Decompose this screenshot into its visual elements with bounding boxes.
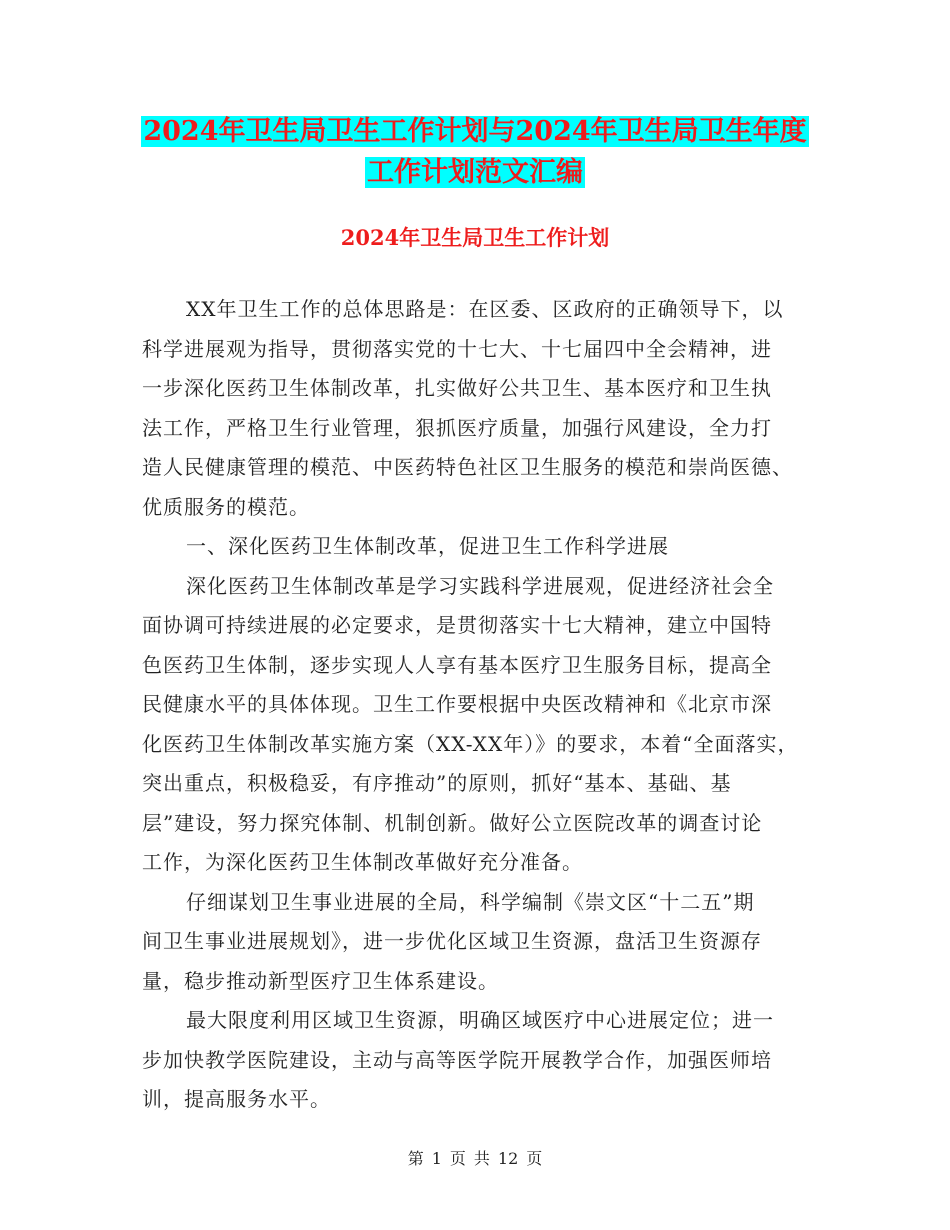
section-heading: 2024年卫生局卫生工作计划	[340, 225, 610, 250]
document-title-line-2	[0, 153, 950, 193]
paragraph-line: 最大限度利用区域卫生资源，明确区域医疗中心进展定位；进一	[186, 1008, 774, 1032]
footer-label-total: 共	[473, 1149, 490, 1168]
paragraph-line: 量，稳步推动新型医疗卫生体系建设。	[142, 968, 499, 993]
paragraph-line: 色医药卫生体制，逐步实现人人享有基本医疗卫生服务目标，提高全	[142, 652, 772, 677]
paragraph-line: XX年卫生工作的总体思路是：在区委、区政府的正确领导下，以	[186, 297, 784, 321]
paragraph-line: 面协调可持续进展的必定要求，是贯彻落实十七大精神，建立中国特	[142, 613, 772, 637]
footer-label-end: 页	[526, 1149, 543, 1168]
paragraph-line: 优质服务的模范。	[142, 494, 310, 519]
paragraph-line: 法工作，严格卫生行业管理，狠抓医疗质量，加强行风建设，全力打	[142, 415, 772, 440]
title-text: 2024年卫生局卫生工作计划与2024年卫生局卫生年度	[143, 116, 807, 147]
paragraph-line: 间卫生事业进展规划》，进一步优化区域卫生资源，盘活卫生资源存	[142, 929, 762, 953]
paragraph-line: 层”建设，努力探究体制、机制创新。做好公立医院改革的调查讨论	[142, 810, 763, 835]
title-text: 工作计划范文汇编	[367, 157, 583, 188]
document-body	[142, 290, 814, 1120]
footer-label-page: 第	[407, 1149, 424, 1168]
paragraph-line: 民健康水平的具体体现。卫生工作要根据中央医改精神和《北京市深	[142, 692, 772, 716]
paragraph-line: 工作，为深化医药卫生体制改革做好充分准备。	[142, 850, 583, 874]
current-page-number: 1	[431, 1149, 442, 1168]
footer-label-of: 页	[449, 1149, 466, 1168]
paragraph-line: 科学进展观为指导，贯彻落实党的十七大、十七届四中全会精神，进	[142, 336, 772, 361]
paragraph-line: 造人民健康管理的模范、中医药特色社区卫生服务的模范和崇尚医德、	[142, 455, 793, 479]
paragraph-line: 训，提高服务水平。	[142, 1087, 331, 1111]
total-page-count: 12	[497, 1149, 519, 1168]
document-title-line-1	[0, 112, 950, 152]
paragraph-line: 化医药卫生体制改革实施方案（XX-XX年）》的要求，本着“全面落实，	[142, 731, 799, 756]
section-subheading: 一、深化医药卫生体制改革，促进卫生工作科学进展	[186, 534, 669, 558]
paragraph-line: 突出重点，积极稳妥，有序推动”的原则，抓好“基本、基础、基	[142, 771, 732, 795]
paragraph-line: 步加快教学医院建设，主动与高等医学院开展教学合作，加强医师培	[142, 1047, 772, 1072]
paragraph-line: 仔细谋划卫生事业进展的全局，科学编制《崇文区“十二五”期	[186, 889, 755, 914]
paragraph-line: 一步深化医药卫生体制改革，扎实做好公共卫生、基本医疗和卫生执	[142, 376, 772, 400]
page-footer	[0, 1146, 950, 1169]
paragraph-line: 深化医药卫生体制改革是学习实践科学进展观，促进经济社会全	[186, 573, 774, 598]
